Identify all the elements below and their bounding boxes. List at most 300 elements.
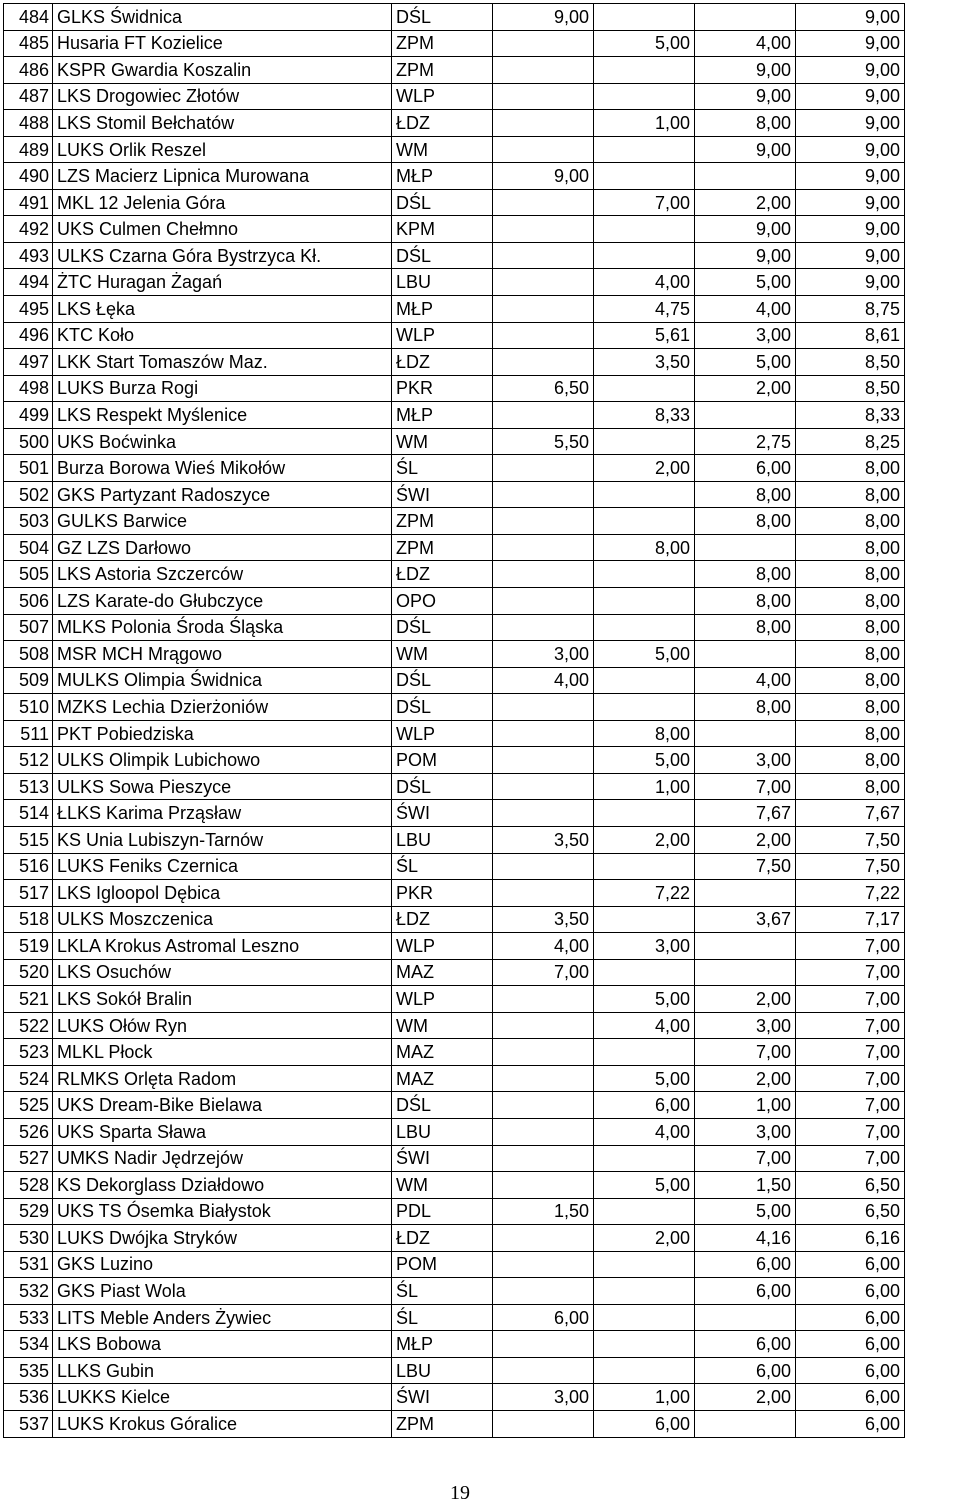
table-row — [4, 826, 905, 853]
total-cell: 8,00 — [796, 508, 905, 535]
region-cell: DŚL — [392, 4, 493, 31]
rank-cell: 519 — [4, 933, 53, 960]
score-cell-2: 5,00 — [594, 1065, 695, 1092]
table-row — [4, 136, 905, 163]
score-cell-3: 2,00 — [695, 375, 796, 402]
table-row — [4, 1145, 905, 1172]
total-cell: 6,50 — [796, 1198, 905, 1225]
total-cell: 9,00 — [796, 136, 905, 163]
club-name-cell: UKS TS Ósemka Białystok — [53, 1198, 392, 1225]
table-row — [4, 1198, 905, 1225]
rank-cell: 533 — [4, 1304, 53, 1331]
table-row — [4, 986, 905, 1013]
score-cell-3: 3,00 — [695, 322, 796, 349]
rank-cell: 536 — [4, 1384, 53, 1411]
table-row — [4, 83, 905, 110]
score-cell-1 — [493, 242, 594, 269]
score-cell-1 — [493, 773, 594, 800]
club-name-cell: LKK Start Tomaszów Maz. — [53, 349, 392, 376]
score-cell-1 — [493, 694, 594, 721]
region-cell: ŁDZ — [392, 110, 493, 137]
score-cell-2: 1,00 — [594, 773, 695, 800]
total-cell: 8,00 — [796, 667, 905, 694]
table-row — [4, 694, 905, 721]
score-cell-2: 3,00 — [594, 933, 695, 960]
score-cell-3: 8,00 — [695, 588, 796, 615]
club-name-cell: KTC Koło — [53, 322, 392, 349]
table-row — [4, 1225, 905, 1252]
score-cell-3: 8,00 — [695, 481, 796, 508]
score-cell-2 — [594, 588, 695, 615]
score-cell-1: 3,50 — [493, 906, 594, 933]
score-cell-1 — [493, 216, 594, 243]
table-row — [4, 1304, 905, 1331]
table-row — [4, 773, 905, 800]
club-name-cell: LKS Astoria Szczerców — [53, 561, 392, 588]
region-cell: ZPM — [392, 534, 493, 561]
table-row — [4, 296, 905, 323]
score-cell-1: 3,50 — [493, 826, 594, 853]
club-name-cell: ŻTC Huragan Żagań — [53, 269, 392, 296]
region-cell: WLP — [392, 83, 493, 110]
score-cell-3: 9,00 — [695, 242, 796, 269]
score-cell-2 — [594, 614, 695, 641]
score-cell-1 — [493, 1118, 594, 1145]
region-cell: ŁDZ — [392, 906, 493, 933]
score-cell-2 — [594, 1039, 695, 1066]
club-name-cell: KS Dekorglass Działdowo — [53, 1172, 392, 1199]
score-cell-1: 1,50 — [493, 1198, 594, 1225]
region-cell: WM — [392, 428, 493, 455]
total-cell: 7,00 — [796, 1065, 905, 1092]
score-cell-1 — [493, 1331, 594, 1358]
club-name-cell: UKS Sparta Sława — [53, 1118, 392, 1145]
club-name-cell: LLKS Gubin — [53, 1357, 392, 1384]
total-cell: 8,00 — [796, 534, 905, 561]
score-cell-1: 5,50 — [493, 428, 594, 455]
region-cell: ŁDZ — [392, 349, 493, 376]
score-cell-3: 8,00 — [695, 561, 796, 588]
score-cell-2: 8,33 — [594, 402, 695, 429]
rank-cell: 484 — [4, 4, 53, 31]
rank-cell: 487 — [4, 83, 53, 110]
score-cell-2 — [594, 800, 695, 827]
table-row — [4, 1331, 905, 1358]
score-cell-1: 3,00 — [493, 641, 594, 668]
score-cell-3: 8,00 — [695, 110, 796, 137]
score-cell-2 — [594, 694, 695, 721]
score-cell-2 — [594, 853, 695, 880]
score-cell-2 — [594, 57, 695, 84]
score-cell-2: 1,00 — [594, 110, 695, 137]
score-cell-2: 4,00 — [594, 1118, 695, 1145]
club-name-cell: LUKKS Kielce — [53, 1384, 392, 1411]
score-cell-3: 9,00 — [695, 83, 796, 110]
score-cell-3: 4,00 — [695, 667, 796, 694]
rank-cell: 532 — [4, 1278, 53, 1305]
region-cell: MŁP — [392, 1331, 493, 1358]
region-cell: WM — [392, 1012, 493, 1039]
score-cell-3: 8,00 — [695, 508, 796, 535]
rank-cell: 515 — [4, 826, 53, 853]
table-row — [4, 1092, 905, 1119]
score-cell-1 — [493, 720, 594, 747]
total-cell: 7,00 — [796, 959, 905, 986]
rank-cell: 516 — [4, 853, 53, 880]
score-cell-1: 6,00 — [493, 1304, 594, 1331]
total-cell: 8,00 — [796, 455, 905, 482]
club-name-cell: GKS Piast Wola — [53, 1278, 392, 1305]
score-cell-3: 8,00 — [695, 694, 796, 721]
table-row — [4, 800, 905, 827]
score-cell-2: 7,22 — [594, 880, 695, 907]
rank-cell: 523 — [4, 1039, 53, 1066]
score-cell-1 — [493, 588, 594, 615]
total-cell: 9,00 — [796, 163, 905, 190]
club-name-cell: KSPR Gwardia Koszalin — [53, 57, 392, 84]
total-cell: 9,00 — [796, 216, 905, 243]
score-cell-1 — [493, 402, 594, 429]
table-row — [4, 959, 905, 986]
club-name-cell: LUKS Ołów Ryn — [53, 1012, 392, 1039]
rank-cell: 489 — [4, 136, 53, 163]
rank-cell: 499 — [4, 402, 53, 429]
club-name-cell: MLKL Płock — [53, 1039, 392, 1066]
region-cell: ŚL — [392, 853, 493, 880]
score-cell-1 — [493, 1145, 594, 1172]
score-cell-2 — [594, 1304, 695, 1331]
score-cell-1 — [493, 322, 594, 349]
total-cell: 9,00 — [796, 189, 905, 216]
region-cell: WM — [392, 136, 493, 163]
total-cell: 9,00 — [796, 269, 905, 296]
score-cell-3 — [695, 933, 796, 960]
rank-cell: 497 — [4, 349, 53, 376]
score-cell-2: 4,00 — [594, 1012, 695, 1039]
region-cell: MAZ — [392, 1065, 493, 1092]
region-cell: ŚL — [392, 1278, 493, 1305]
total-cell: 8,00 — [796, 614, 905, 641]
total-cell: 6,50 — [796, 1172, 905, 1199]
total-cell: 6,00 — [796, 1410, 905, 1437]
rank-cell: 522 — [4, 1012, 53, 1039]
score-cell-3: 6,00 — [695, 455, 796, 482]
table-row — [4, 57, 905, 84]
region-cell: DŚL — [392, 1092, 493, 1119]
score-cell-2 — [594, 508, 695, 535]
club-name-cell: ULKS Czarna Góra Bystrzyca Kł. — [53, 242, 392, 269]
score-cell-2 — [594, 481, 695, 508]
score-cell-3: 3,00 — [695, 747, 796, 774]
club-name-cell: ULKS Moszczenica — [53, 906, 392, 933]
club-name-cell: LKS Drogowiec Złotów — [53, 83, 392, 110]
club-name-cell: UMKS Nadir Jędrzejów — [53, 1145, 392, 1172]
score-cell-2: 7,00 — [594, 189, 695, 216]
score-cell-3 — [695, 959, 796, 986]
score-cell-3: 7,00 — [695, 773, 796, 800]
score-cell-2: 6,00 — [594, 1092, 695, 1119]
rank-cell: 537 — [4, 1410, 53, 1437]
region-cell: ŁDZ — [392, 561, 493, 588]
total-cell: 7,00 — [796, 933, 905, 960]
score-cell-2 — [594, 959, 695, 986]
club-name-cell: GKS Luzino — [53, 1251, 392, 1278]
score-cell-1 — [493, 534, 594, 561]
rank-cell: 513 — [4, 773, 53, 800]
region-cell: ŚWI — [392, 481, 493, 508]
total-cell: 7,00 — [796, 986, 905, 1013]
total-cell: 8,75 — [796, 296, 905, 323]
score-cell-1 — [493, 880, 594, 907]
score-cell-3: 5,00 — [695, 1198, 796, 1225]
region-cell: ŚWI — [392, 1145, 493, 1172]
rank-cell: 510 — [4, 694, 53, 721]
score-cell-1 — [493, 30, 594, 57]
score-cell-1 — [493, 1251, 594, 1278]
score-cell-3 — [695, 163, 796, 190]
score-cell-3: 2,00 — [695, 1384, 796, 1411]
table-row — [4, 720, 905, 747]
rank-cell: 527 — [4, 1145, 53, 1172]
club-name-cell: UKS Culmen Chełmno — [53, 216, 392, 243]
score-cell-1 — [493, 349, 594, 376]
club-name-cell: LKS Respekt Myślenice — [53, 402, 392, 429]
score-cell-1 — [493, 455, 594, 482]
region-cell: DŚL — [392, 189, 493, 216]
score-cell-2: 6,00 — [594, 1410, 695, 1437]
score-cell-2 — [594, 242, 695, 269]
table-row — [4, 1278, 905, 1305]
total-cell: 7,50 — [796, 853, 905, 880]
club-name-cell: MSR MCH Mrągowo — [53, 641, 392, 668]
club-name-cell: ŁLKS Karima Prząsław — [53, 800, 392, 827]
score-cell-3 — [695, 534, 796, 561]
score-cell-2 — [594, 163, 695, 190]
region-cell: ŚWI — [392, 1384, 493, 1411]
score-cell-3: 8,00 — [695, 614, 796, 641]
rank-cell: 492 — [4, 216, 53, 243]
score-cell-2: 2,00 — [594, 826, 695, 853]
score-cell-3: 3,00 — [695, 1012, 796, 1039]
table-row — [4, 641, 905, 668]
rank-cell: 524 — [4, 1065, 53, 1092]
score-cell-3: 5,00 — [695, 349, 796, 376]
table-row — [4, 455, 905, 482]
score-cell-1 — [493, 269, 594, 296]
score-cell-1 — [493, 561, 594, 588]
rank-cell: 488 — [4, 110, 53, 137]
table-row — [4, 534, 905, 561]
rank-cell: 490 — [4, 163, 53, 190]
rank-cell: 491 — [4, 189, 53, 216]
total-cell: 9,00 — [796, 57, 905, 84]
score-cell-3: 2,00 — [695, 189, 796, 216]
score-cell-3: 6,00 — [695, 1357, 796, 1384]
total-cell: 8,00 — [796, 481, 905, 508]
rank-cell: 518 — [4, 906, 53, 933]
total-cell: 6,00 — [796, 1384, 905, 1411]
rank-cell: 514 — [4, 800, 53, 827]
score-cell-1: 4,00 — [493, 667, 594, 694]
score-cell-3: 2,75 — [695, 428, 796, 455]
score-cell-3: 6,00 — [695, 1251, 796, 1278]
total-cell: 7,50 — [796, 826, 905, 853]
score-cell-2 — [594, 216, 695, 243]
rank-cell: 507 — [4, 614, 53, 641]
table-row — [4, 481, 905, 508]
region-cell: DŚL — [392, 242, 493, 269]
score-cell-3: 2,00 — [695, 986, 796, 1013]
region-cell: DŚL — [392, 773, 493, 800]
score-cell-3: 3,67 — [695, 906, 796, 933]
region-cell: WM — [392, 1172, 493, 1199]
score-cell-2: 1,00 — [594, 1384, 695, 1411]
table-row — [4, 349, 905, 376]
total-cell: 8,00 — [796, 588, 905, 615]
rank-cell: 530 — [4, 1225, 53, 1252]
score-cell-1 — [493, 853, 594, 880]
ranking-table — [3, 3, 905, 1438]
table-row — [4, 1384, 905, 1411]
score-cell-3: 7,67 — [695, 800, 796, 827]
total-cell: 8,61 — [796, 322, 905, 349]
table-row — [4, 1065, 905, 1092]
score-cell-1 — [493, 747, 594, 774]
total-cell: 9,00 — [796, 110, 905, 137]
rank-cell: 506 — [4, 588, 53, 615]
rank-cell: 485 — [4, 30, 53, 57]
region-cell: PKR — [392, 880, 493, 907]
score-cell-1: 6,50 — [493, 375, 594, 402]
club-name-cell: LKS Bobowa — [53, 1331, 392, 1358]
score-cell-1: 9,00 — [493, 163, 594, 190]
score-cell-2 — [594, 1331, 695, 1358]
rank-cell: 500 — [4, 428, 53, 455]
total-cell: 7,00 — [796, 1118, 905, 1145]
rank-cell: 498 — [4, 375, 53, 402]
table-row — [4, 667, 905, 694]
region-cell: WLP — [392, 720, 493, 747]
score-cell-3: 4,16 — [695, 1225, 796, 1252]
region-cell: ZPM — [392, 1410, 493, 1437]
score-cell-1 — [493, 136, 594, 163]
region-cell: ZPM — [392, 30, 493, 57]
rank-cell: 520 — [4, 959, 53, 986]
table-row — [4, 402, 905, 429]
page-number: 19 — [450, 1482, 470, 1504]
score-cell-2 — [594, 83, 695, 110]
table-row — [4, 375, 905, 402]
total-cell: 6,00 — [796, 1278, 905, 1305]
score-cell-1: 3,00 — [493, 1384, 594, 1411]
club-name-cell: ULKS Olimpik Lubichowo — [53, 747, 392, 774]
score-cell-1 — [493, 1225, 594, 1252]
table-row — [4, 1357, 905, 1384]
score-cell-1 — [493, 189, 594, 216]
rank-cell: 521 — [4, 986, 53, 1013]
rank-cell: 525 — [4, 1092, 53, 1119]
club-name-cell: UKS Boćwinka — [53, 428, 392, 455]
score-cell-3: 9,00 — [695, 57, 796, 84]
score-cell-3: 7,50 — [695, 853, 796, 880]
score-cell-1 — [493, 57, 594, 84]
score-cell-3 — [695, 1304, 796, 1331]
score-cell-3 — [695, 402, 796, 429]
club-name-cell: MULKS Olimpia Świdnica — [53, 667, 392, 694]
score-cell-1 — [493, 1039, 594, 1066]
total-cell: 8,25 — [796, 428, 905, 455]
table-row — [4, 853, 905, 880]
region-cell: WM — [392, 641, 493, 668]
table-row — [4, 614, 905, 641]
score-cell-3: 4,00 — [695, 30, 796, 57]
region-cell: ŚL — [392, 455, 493, 482]
rank-cell: 535 — [4, 1357, 53, 1384]
rank-cell: 504 — [4, 534, 53, 561]
table-row — [4, 1118, 905, 1145]
region-cell: WLP — [392, 986, 493, 1013]
club-name-cell: UKS Dream-Bike Bielawa — [53, 1092, 392, 1119]
table-row — [4, 4, 905, 31]
rank-cell: 503 — [4, 508, 53, 535]
region-cell: DŚL — [392, 667, 493, 694]
score-cell-2 — [594, 428, 695, 455]
score-cell-2 — [594, 1198, 695, 1225]
score-cell-2: 4,75 — [594, 296, 695, 323]
total-cell: 6,16 — [796, 1225, 905, 1252]
score-cell-2: 3,50 — [594, 349, 695, 376]
total-cell: 8,00 — [796, 561, 905, 588]
table-row — [4, 189, 905, 216]
score-cell-1 — [493, 508, 594, 535]
total-cell: 6,00 — [796, 1304, 905, 1331]
score-cell-3: 1,50 — [695, 1172, 796, 1199]
score-cell-2 — [594, 1357, 695, 1384]
table-row — [4, 588, 905, 615]
total-cell: 8,00 — [796, 773, 905, 800]
region-cell: POM — [392, 1251, 493, 1278]
rank-cell: 501 — [4, 455, 53, 482]
score-cell-3: 2,00 — [695, 826, 796, 853]
region-cell: PKR — [392, 375, 493, 402]
club-name-cell: ULKS Sowa Pieszyce — [53, 773, 392, 800]
rank-cell: 495 — [4, 296, 53, 323]
score-cell-2: 5,61 — [594, 322, 695, 349]
score-cell-3 — [695, 1410, 796, 1437]
score-cell-3: 2,00 — [695, 1065, 796, 1092]
region-cell: LBU — [392, 269, 493, 296]
table-row — [4, 561, 905, 588]
table-row — [4, 906, 905, 933]
region-cell: WLP — [392, 322, 493, 349]
club-name-cell: LITS Meble Anders Żywiec — [53, 1304, 392, 1331]
score-cell-3: 6,00 — [695, 1331, 796, 1358]
club-name-cell: LKS Sokół Bralin — [53, 986, 392, 1013]
club-name-cell: MLKS Polonia Środa Śląska — [53, 614, 392, 641]
score-cell-2 — [594, 1251, 695, 1278]
club-name-cell: PKT Pobiedziska — [53, 720, 392, 747]
score-cell-3: 9,00 — [695, 216, 796, 243]
table-row — [4, 428, 905, 455]
club-name-cell: Burza Borowa Wieś Mikołów — [53, 455, 392, 482]
score-cell-1 — [493, 110, 594, 137]
score-cell-2 — [594, 1145, 695, 1172]
score-cell-3 — [695, 4, 796, 31]
club-name-cell: LKS Łęka — [53, 296, 392, 323]
club-name-cell: GLKS Świdnica — [53, 4, 392, 31]
rank-cell: 526 — [4, 1118, 53, 1145]
table-body — [4, 4, 905, 1438]
